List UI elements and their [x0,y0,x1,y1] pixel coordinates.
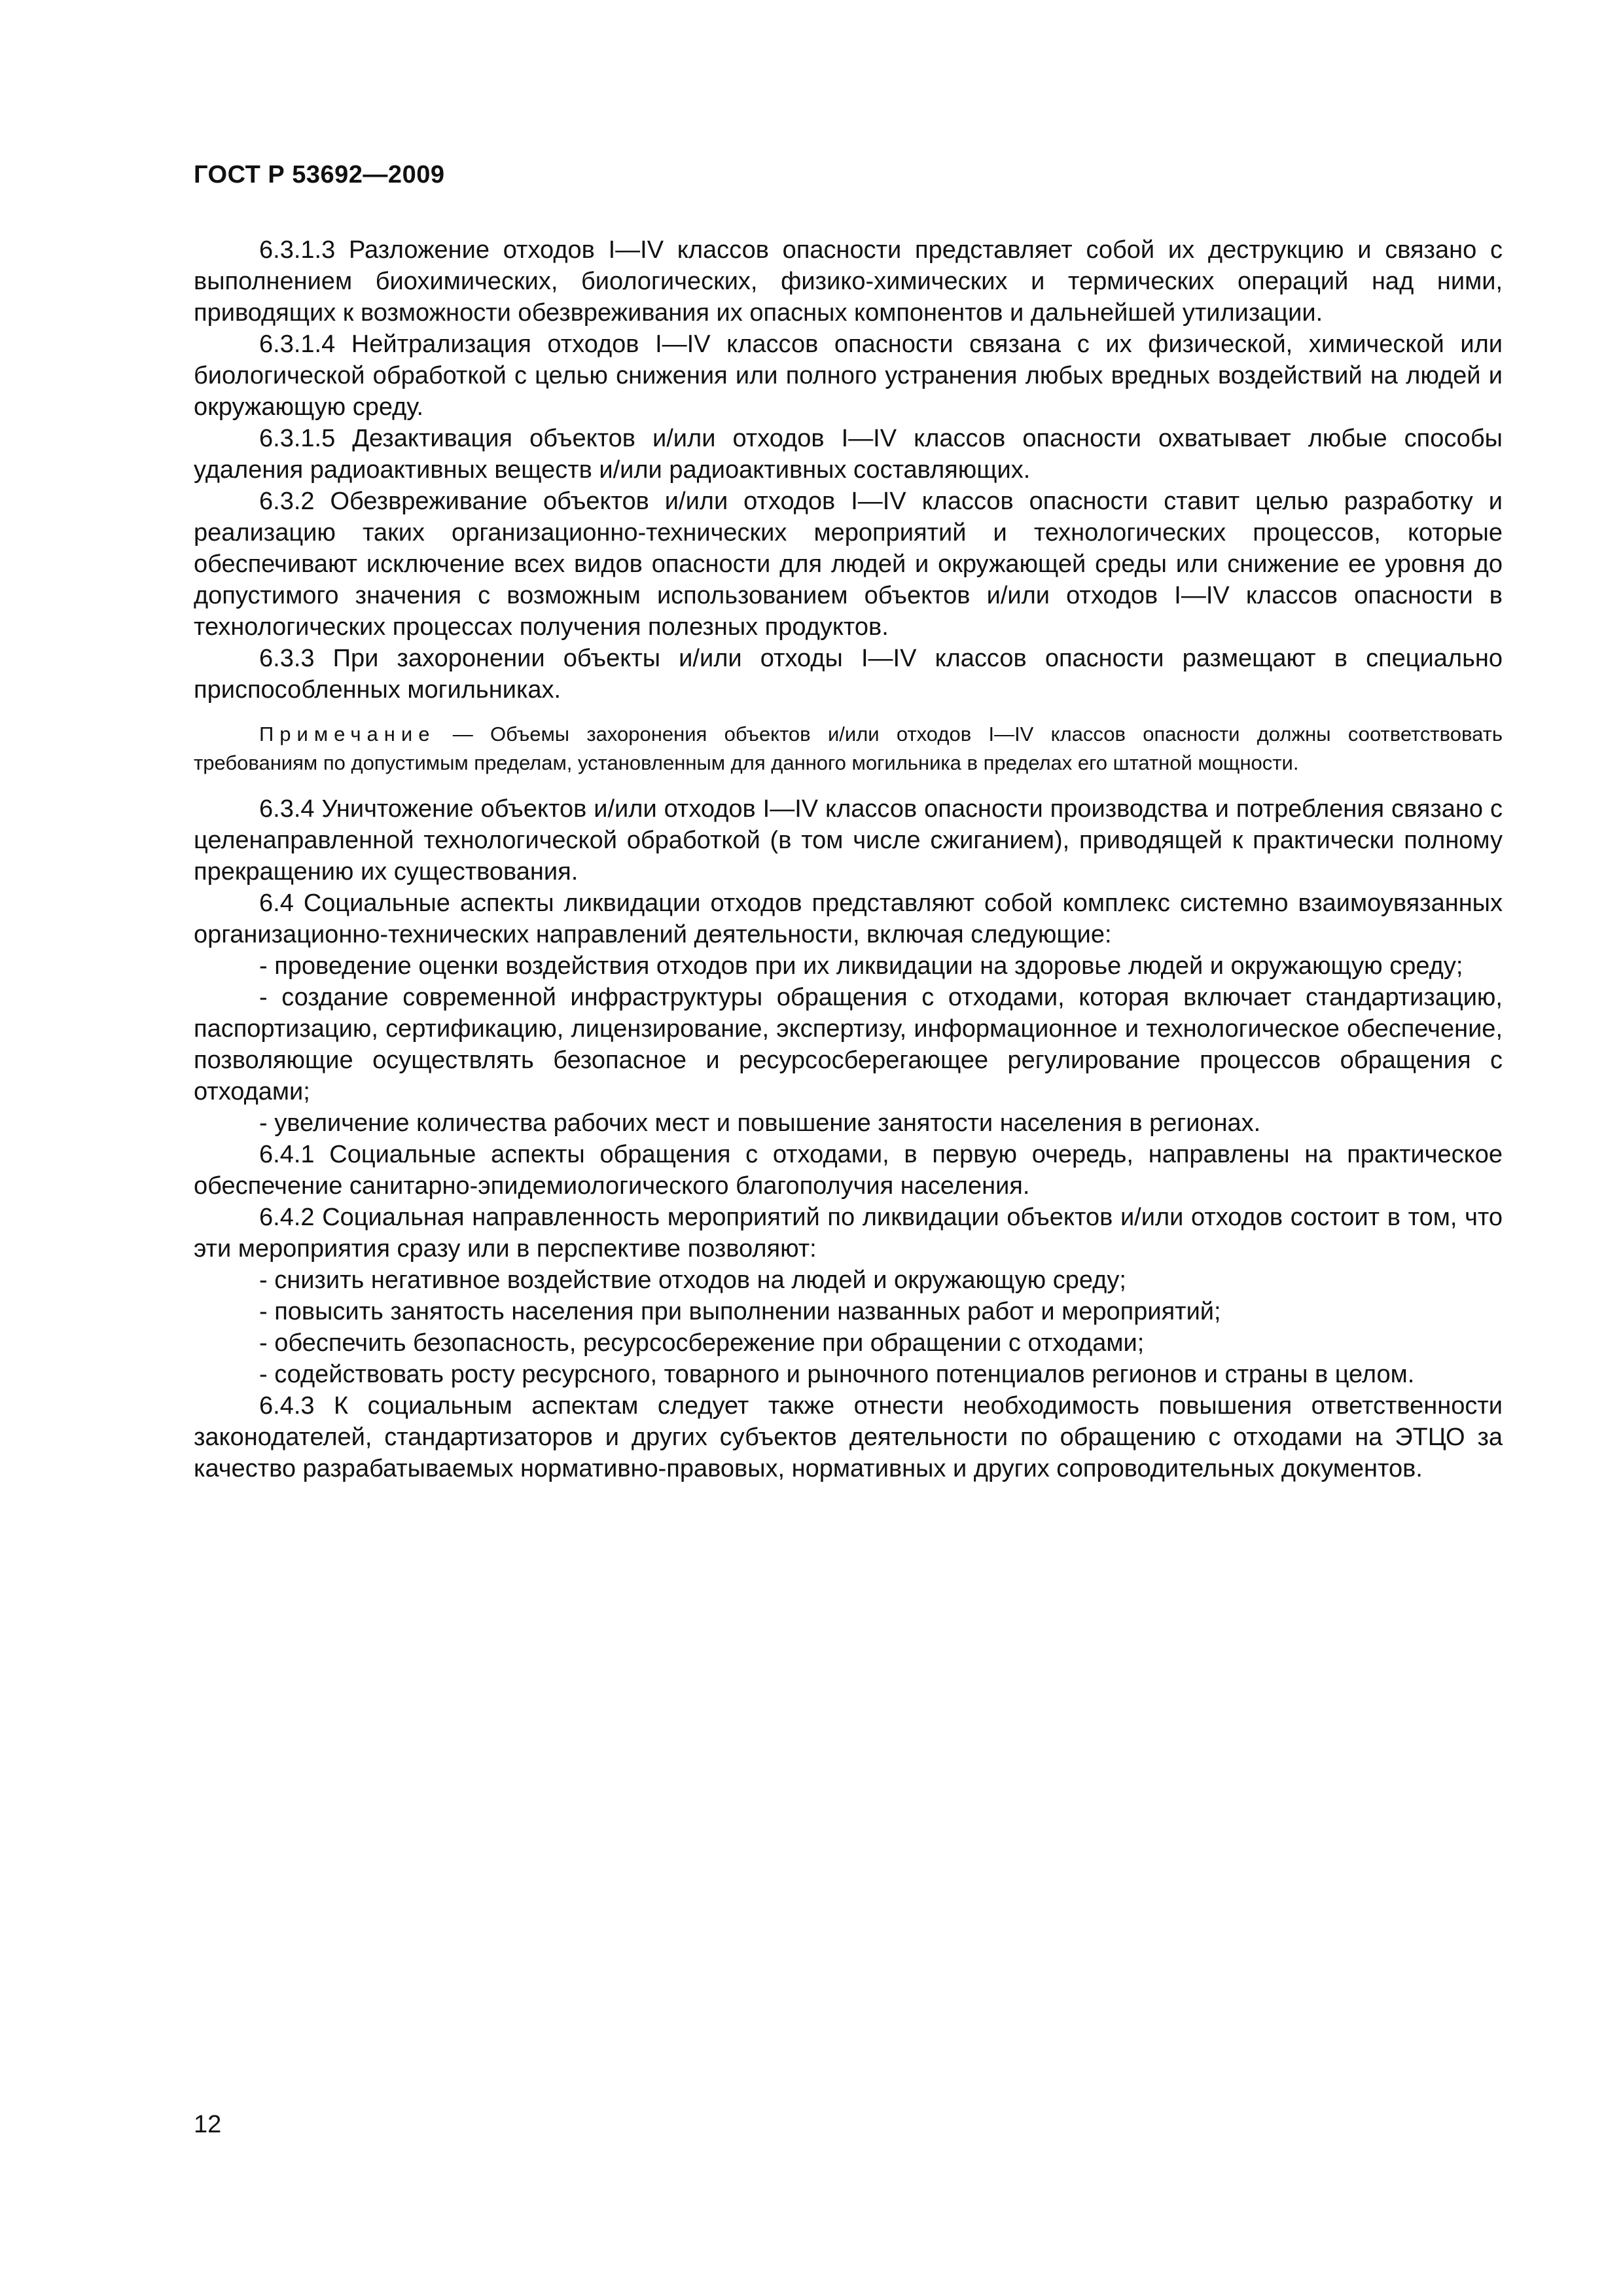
list-item: - содействовать росту ресурсного, товарного и рыночного потенциалов регионов и страны в целом. [259,1361,1415,1388]
paragraph-6-3-4: 6.3.4 Уничтожение объектов и/или отходов I—IV классов опасности производства и потребления связано с целенаправленной технологической обработкой (в том числе сжиганием), приводящей к практически полному прекращению их существования. [194,795,1503,886]
paragraph-6-3-1-4: 6.3.1.4 Нейтрализация отходов I—IV классов опасности связана с их физической, химической или биологической обработкой с целью снижения или полного устранения любых вредных воздействий на людей и окружающую среду. [194,331,1503,421]
paragraph-6-3-2: 6.3.2 Обезвреживание объектов и/или отходов I—IV классов опасности ставит целью разработку и реализацию таких организационно-технических мероприятий и технологических процессов, которые обеспечивают исключение всех видов опасности для людей и окружающей среды или снижение ее уровня до допустимого значения с возможным использованием объектов и/или отходов I—IV классов опасности в технологических процессах получения полезных продуктов. [194,488,1503,641]
paragraph-6-4-2: 6.4.2 Социальная направленность мероприятий по ликвидации объектов и/или отходов состоит в том, что эти мероприятия сразу или в перспективе позволяют: [194,1204,1503,1263]
list-item: - увеличение количества рабочих мест и повышение занятости населения в регионах. [259,1109,1261,1137]
document-code-header: ГОСТ Р 53692—2009 [194,161,445,188]
paragraph-6-3-3: 6.3.3 При захоронении объекты и/или отходы I—IV классов опасности размещают в специально приспособленных могильниках. [194,645,1503,704]
list-item: - создание современной инфраструктуры обращения с отходами, которая включает стандартизацию, паспортизацию, сертификацию, лицензирование, экспертизу, информационное и технологическое обеспечение, позволяющие осуществлять безопасное и ресурсосберегающее регулирование процессов обращения с отходами; [194,984,1503,1105]
page-number: 12 [194,2111,222,2138]
note-label: Примечание [259,723,436,745]
document-body [194,234,1503,1484]
list-item: - повысить занятость населения при выполнении названных работ и мероприятий; [259,1298,1221,1325]
list-item: - проведение оценки воздействия отходов при их ликвидации на здоровье людей и окружающую среду; [259,952,1463,980]
list-item: - обеспечить безопасность, ресурсосбережение при обращении с отходами; [259,1329,1145,1357]
note [194,720,1503,778]
paragraph-6-4-1: 6.4.1 Социальные аспекты обращения с отходами, в первую очередь, направлены на практическое обеспечение санитарно-эпидемиологического благополучия населения. [194,1141,1503,1200]
note-text: — Объемы захоронения объектов и/или отходов I—IV классов опасности должны соответствовать требованиям по допустимым пределам, установленным для данного могильника в пределах его штатной мощности. [194,723,1503,774]
list-item: - снизить негативное воздействие отходов на людей и окружающую среду; [259,1266,1126,1294]
paragraph-6-4-3: 6.4.3 К социальным аспектам следует также отнести необходимость повышения ответственности законодателей, стандартизаторов и других субъектов деятельности по обращению с отходами на ЭТЦО за качество разрабатываемых нормативно-правовых, нормативных и других сопроводительных документов. [194,1392,1503,1482]
paragraph-6-4: 6.4 Социальные аспекты ликвидации отходов представляют собой комплекс системно взаимоувязанных организационно-технических направлений деятельности, включая следующие: [194,889,1503,948]
paragraph-6-3-1-5: 6.3.1.5 Дезактивация объектов и/или отходов I—IV классов опасности охватывает любые способы удаления радиоактивных веществ и/или радиоактивных составляющих. [194,425,1503,484]
paragraph-6-3-1-3: 6.3.1.3 Разложение отходов I—IV классов опасности представляет собой их деструкцию и связано с выполнением биохимических, биологических, физико-химических и термических операций над ними, приводящих к возможности обезвреживания их опасных компонентов и дальнейшей утилизации. [194,236,1503,327]
